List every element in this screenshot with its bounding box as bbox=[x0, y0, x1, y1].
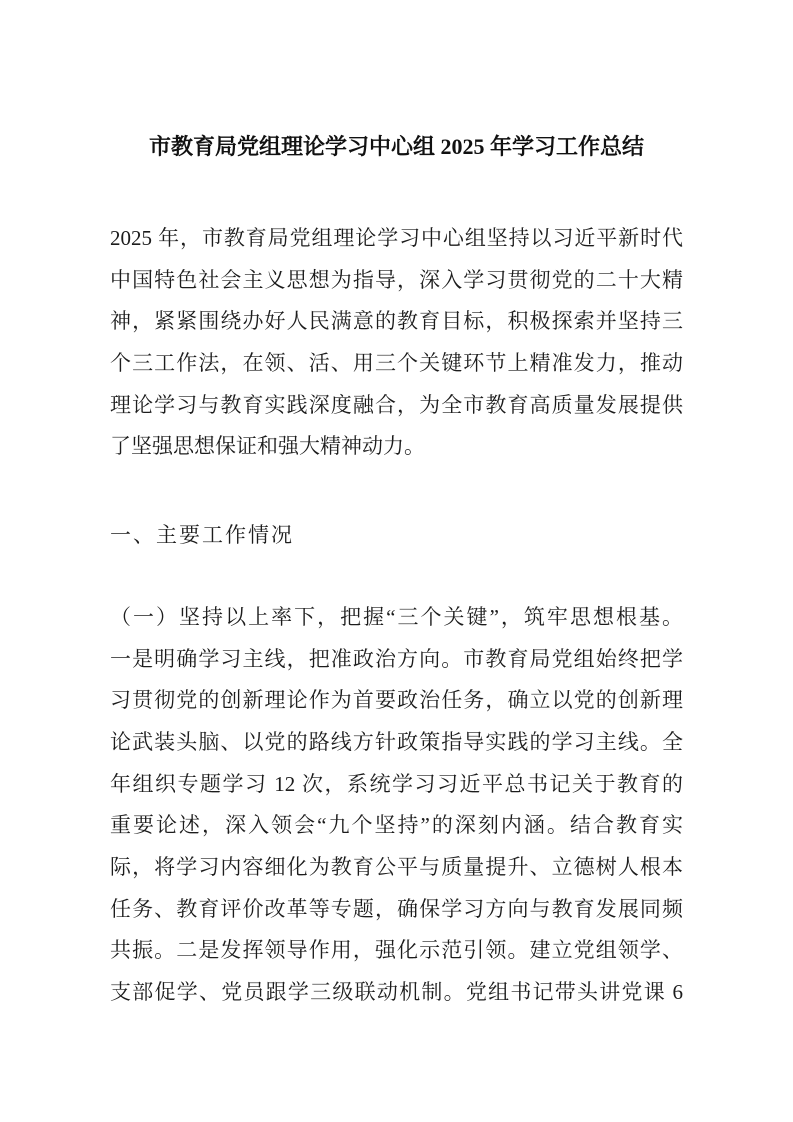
doc-line: 一是明确学习主线，把准政治方向。市教育局党组始终把学 bbox=[110, 646, 683, 671]
doc-line: 2025 年，市教育局党组理论学习中心组坚持以习近平新时代 bbox=[110, 226, 683, 250]
doc-line: 年组织专题学习 12 次，系统学习习近平总书记关于教育的 bbox=[110, 771, 683, 796]
doc-line: 论武装头脑、以党的路线方针政策指导实践的学习主线。全 bbox=[110, 729, 683, 754]
document-body bbox=[110, 218, 683, 1014]
document-title: 市教育局党组理论学习中心组 2025 年学习工作总结 bbox=[148, 134, 644, 159]
section-1-1-paragraph bbox=[110, 597, 683, 1014]
doc-line: 支部促学、党员跟学三级联动机制。党组书记带头讲党课 6 bbox=[110, 980, 683, 1004]
document-content bbox=[110, 126, 683, 1014]
section-1-heading bbox=[110, 515, 683, 557]
doc-line: 任务、教育评价改革等专题，确保学习方向与教育发展同频 bbox=[110, 896, 683, 921]
doc-line: 习贯彻党的创新理论作为首要政治任务，确立以党的创新理 bbox=[110, 688, 683, 713]
doc-line: 理论学习与教育实践深度融合，为全市教育高质量发展提供 bbox=[110, 392, 683, 417]
doc-line: 共振。二是发挥领导作用，强化示范引领。建立党组领学、 bbox=[110, 938, 683, 963]
intro-paragraph bbox=[110, 218, 683, 468]
doc-line: 个三工作法，在领、活、用三个关键环节上精准发力，推动 bbox=[110, 351, 683, 376]
doc-line: 了坚强思想保证和强大精神动力。 bbox=[110, 434, 425, 459]
doc-line: 中国特色社会主义思想为指导，深入学习贯彻党的二十大精 bbox=[110, 267, 683, 292]
doc-line: 际，将学习内容细化为教育公平与质量提升、立德树人根本 bbox=[110, 854, 683, 879]
doc-line: 重要论述，深入领会“九个坚持”的深刻内涵。结合教育实 bbox=[110, 813, 683, 838]
doc-line: （一）坚持以上率下，把握“三个关键”，筑牢思想根基。 bbox=[110, 604, 683, 629]
doc-line: 一、主要工作情况 bbox=[110, 523, 294, 548]
doc-line: 神，紧紧围绕办好人民满意的教育目标，积极探索并坚持三 bbox=[110, 309, 683, 334]
